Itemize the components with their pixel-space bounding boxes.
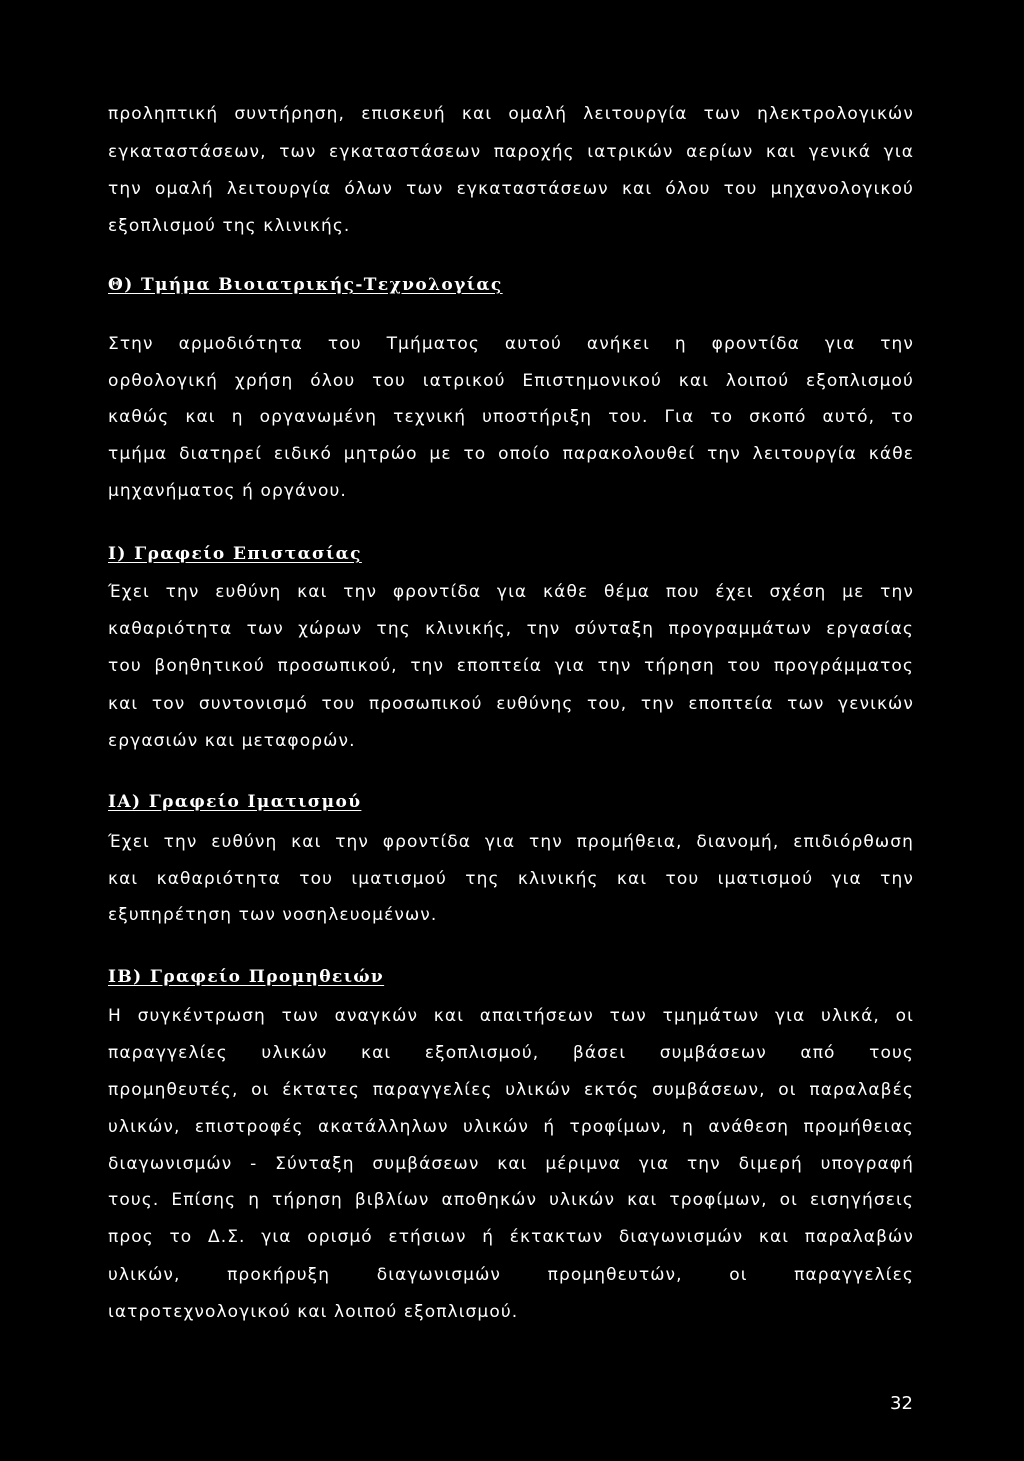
paragraph-line: προληπτική συντήρηση, επισκευή και ομαλή λειτουργία των ηλεκτρολογικών xyxy=(108,104,914,124)
section-heading: ΙΒ) Γραφείο Προμηθειών xyxy=(108,967,385,987)
page-number: 32 xyxy=(890,1393,913,1414)
paragraph-line: ιατροτεχνολογικού και λοιπού εξοπλισμού. xyxy=(108,1302,519,1322)
paragraph-line: διαγωνισμών - Σύνταξη συμβάσεων και μέριμνα για την διμερή υπογραφή xyxy=(108,1154,914,1174)
paragraph-line: υλικών, επιστροφές ακατάλληλων υλικών ή τροφίμων, η ανάθεση προμήθειας xyxy=(108,1117,914,1137)
paragraph-line: Έχει την ευθύνη και την φροντίδα για κάθε θέμα που έχει σχέση με την xyxy=(108,582,914,602)
paragraph-line: εγκαταστάσεων, των εγκαταστάσεων παροχής ιατρικών αερίων και γενικά για xyxy=(108,142,914,162)
paragraph-line: υλικών, προκήρυξη διαγωνισμών προμηθευτών, οι παραγγελίες xyxy=(108,1265,914,1285)
paragraph-line: εξοπλισμού της κλινικής. xyxy=(108,216,351,236)
paragraph-line: Στην αρμοδιότητα του Τμήματος αυτού ανήκει η φροντίδα για την xyxy=(108,334,914,354)
paragraph-line: τμήμα διατηρεί ειδικό μητρώο με το οποίο παρακολουθεί την λειτουργία κάθε xyxy=(108,444,914,464)
paragraph-line: καθώς και η οργανωμένη τεχνική υποστήριξη του. Για το σκοπό αυτό, το xyxy=(108,407,914,427)
paragraph-line: τους. Επίσης η τήρηση βιβλίων αποθηκών υλικών και τροφίμων, οι εισηγήσεις xyxy=(108,1190,914,1210)
paragraph-line: παραγγελίες υλικών και εξοπλισμού, βάσει συμβάσεων από τους xyxy=(108,1043,914,1063)
paragraph-line: και καθαριότητα του ιματισμού της κλινικής και του ιματισμού για την xyxy=(108,869,914,889)
paragraph-line: προς το Δ.Σ. για ορισμό ετήσιων ή έκτακτων διαγωνισμών και παραλαβών xyxy=(108,1227,914,1247)
section-heading: Ι) Γραφείο Επιστασίας xyxy=(108,544,362,564)
paragraph-line: μηχανήματος ή οργάνου. xyxy=(108,481,347,501)
paragraph-line: και τον συντονισμό του προσωπικού ευθύνης του, την εποπτεία των γενικών xyxy=(108,694,914,714)
paragraph-line: του βοηθητικού προσωπικού, την εποπτεία για την τήρηση του προγράμματος xyxy=(108,656,914,676)
paragraph-line: Η συγκέντρωση των αναγκών και απαιτήσεων των τμημάτων για υλικά, οι xyxy=(108,1006,914,1026)
paragraph-line: προμηθευτές, οι έκτατες παραγγελίες υλικών εκτός συμβάσεων, οι παραλαβές xyxy=(108,1080,914,1100)
paragraph-line: την ομαλή λειτουργία όλων των εγκαταστάσεων και όλου του μηχανολογικού xyxy=(108,179,914,199)
paragraph-line: Έχει την ευθύνη και την φροντίδα για την προμήθεια, διανομή, επιδιόρθωση xyxy=(108,832,914,852)
section-heading: Θ) Τμήμα Βιοιατρικής-Τεχνολογίας xyxy=(108,275,503,295)
paragraph-line: ορθολογική χρήση όλου του ιατρικού Επιστημονικού και λοιπού εξοπλισμού xyxy=(108,371,914,391)
paragraph-line: καθαριότητα των χώρων της κλινικής, την σύνταξη προγραμμάτων εργασίας xyxy=(108,619,914,639)
paragraph-line: εξυπηρέτηση των νοσηλευομένων. xyxy=(108,905,438,925)
paragraph-line: εργασιών και μεταφορών. xyxy=(108,731,356,751)
section-heading: ΙΑ) Γραφείο Ιματισμού xyxy=(108,792,362,812)
